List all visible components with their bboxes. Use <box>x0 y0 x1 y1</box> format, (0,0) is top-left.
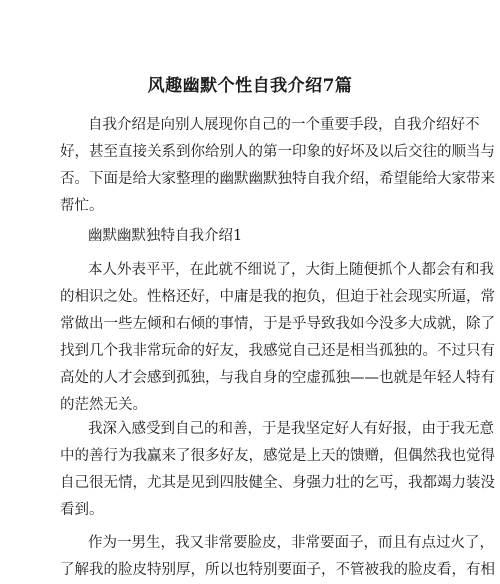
paragraph-line: 我深入感受到自己的和善，于是我坚定好人有好报，由于我无意 <box>88 421 494 437</box>
paragraph-line: 了解我的脸皮特别厚，所以也特别要面子，不管被我的脸皮看，有相 <box>60 562 495 578</box>
paragraph-line: 中的善行为我赢来了很多好友，感觉是上天的馈赠，但偶然我也觉得 <box>60 448 495 464</box>
body-paragraph-1 <box>60 257 495 419</box>
paragraph-line: 的相识之处。性格还好，中庸是我的抱负，但迫于社会现实所逼，常 <box>60 289 495 305</box>
paragraph-line: 本人外表平平，在此就不细说了，大街上随便抓个人都会有和我 <box>88 262 494 278</box>
paragraph-line: 的茫然无关。 <box>60 397 147 413</box>
paragraph-line: 高处的人才会感到孤独，与我自身的空虚孤独——也就是年轻人特有 <box>60 370 495 386</box>
section-heading: 幽默幽默独特自我介绍1 <box>88 228 243 244</box>
intro-line: 好，甚至直接关系到你给别人的第一印象的好坏及以后交往的顺当与 <box>60 144 495 160</box>
paragraph-line: 作为一男生，我又非常要脸皮，非常要面子，而且有点过火了， <box>88 535 494 551</box>
body-paragraph-3 <box>60 530 495 584</box>
paragraph-line: 看到。 <box>60 502 104 518</box>
paragraph-line: 找到几个我非常玩命的好友，我感觉自己还是相当孤独的。不过只有 <box>60 343 495 359</box>
intro-line: 帮忙。 <box>60 198 104 214</box>
paragraph-line: 常做出一些左倾和右倾的事情，于是乎导致我如今没多大成就，除了 <box>60 316 495 332</box>
body-paragraph-2 <box>60 416 495 524</box>
intro-paragraph <box>60 112 495 220</box>
intro-line: 自我介绍是向别人展现你自己的一个重要手段，自我介绍好不 <box>88 117 480 133</box>
paragraph-line: 自己很无情，尤其是见到四肢健全、身强力壮的乞丐，我都竭力装没 <box>60 475 495 491</box>
document-title: 风趣幽默个性自我介绍7篇 <box>147 76 353 96</box>
intro-line: 否。下面是给大家整理的幽默幽默独特自我介绍，希望能给大家带来 <box>60 171 495 187</box>
